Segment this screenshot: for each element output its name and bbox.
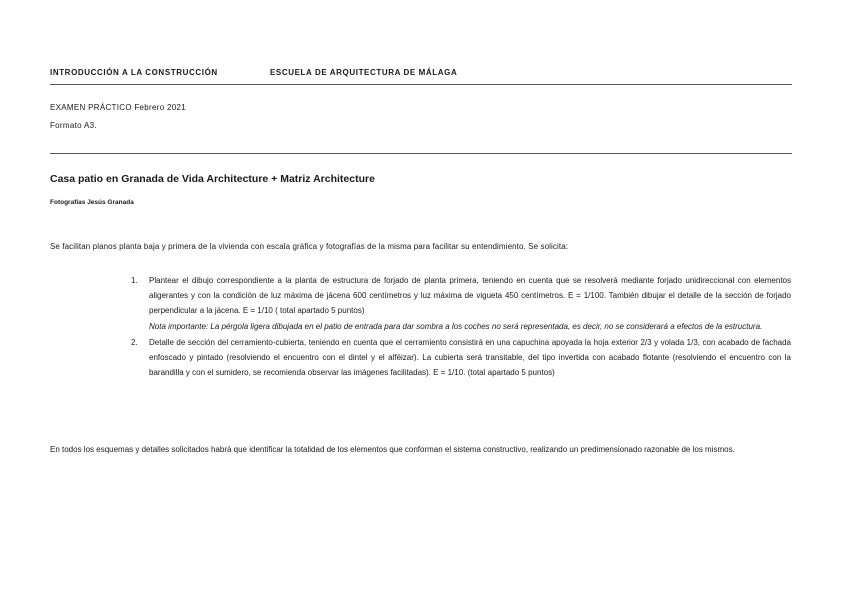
- project-title: Casa patio en Granada de Vida Architecture + Matriz Architecture: [50, 173, 375, 185]
- item-text: Detalle de sección del cerramiento-cubierta, teniendo en cuenta que el cerramiento consistirá en una capuchina apoyada la hoja exterior 2/3 y volada 1/3, con acabado de fachada enfoscado y pintado (resolviendo el encuentro con el dintel y el alféizar). La cubierta será transitable, del tipo invertida con acabado flotante (resolviendo el encuentro con la barandilla y con el sumidero, se recomienda observar las imágenes facilitadas). E = 1/10. (total apartado 5 puntos): [149, 337, 791, 378]
- item-number: 2.: [131, 337, 138, 347]
- intro-paragraph: Se facilitan planos planta baja y primera de la vivienda con escala gráfica y fotografías de la misma para facilitar su entendimiento. Se solicita:: [50, 242, 569, 251]
- closing-paragraph: En todos los esquemas y detalles solicitados habrá que identificar la totalidad de los elementos que conforman el sistema constructivo, realizando un predimensionado razonable de los mismos.: [50, 445, 735, 454]
- section-divider: [50, 153, 792, 154]
- course-name: INTRODUCCIÓN A LA CONSTRUCCIÓN: [50, 68, 218, 77]
- photo-credit: Fotografías Jesús Granada: [50, 199, 134, 206]
- exam-title: EXAMEN PRÁCTICO Febrero 2021: [50, 103, 186, 112]
- header-divider: [50, 84, 792, 85]
- item-text: Plantear el dibujo correspondiente a la planta de estructura de forjado de planta primera, teniendo en cuenta que se resolverá mediante forjado unidireccional con elementos aligerantes y con la condición de luz máxima de jácena 600 centímetros y luz máxima de vigueta 450 centímetros. E = 1/100. También dibujar el detalle de la sección de forjado perpendicular a la jácena. E = 1/10 ( total apartado 5 puntos): [149, 276, 791, 316]
- exam-format: Formato A3.: [50, 121, 97, 130]
- list-item: [131, 273, 791, 334]
- list-item: [131, 335, 791, 381]
- school-name: ESCUELA DE ARQUITECTURA DE MÁLAGA: [270, 68, 458, 77]
- item-number: 1.: [131, 276, 138, 285]
- task-list: [131, 273, 791, 381]
- item-note: Nota importante: La pérgola ligera dibujada en el patio de entrada para dar sombra a los coches no será representada, es decir, no se considerará a efectos de la estructura.: [149, 321, 763, 331]
